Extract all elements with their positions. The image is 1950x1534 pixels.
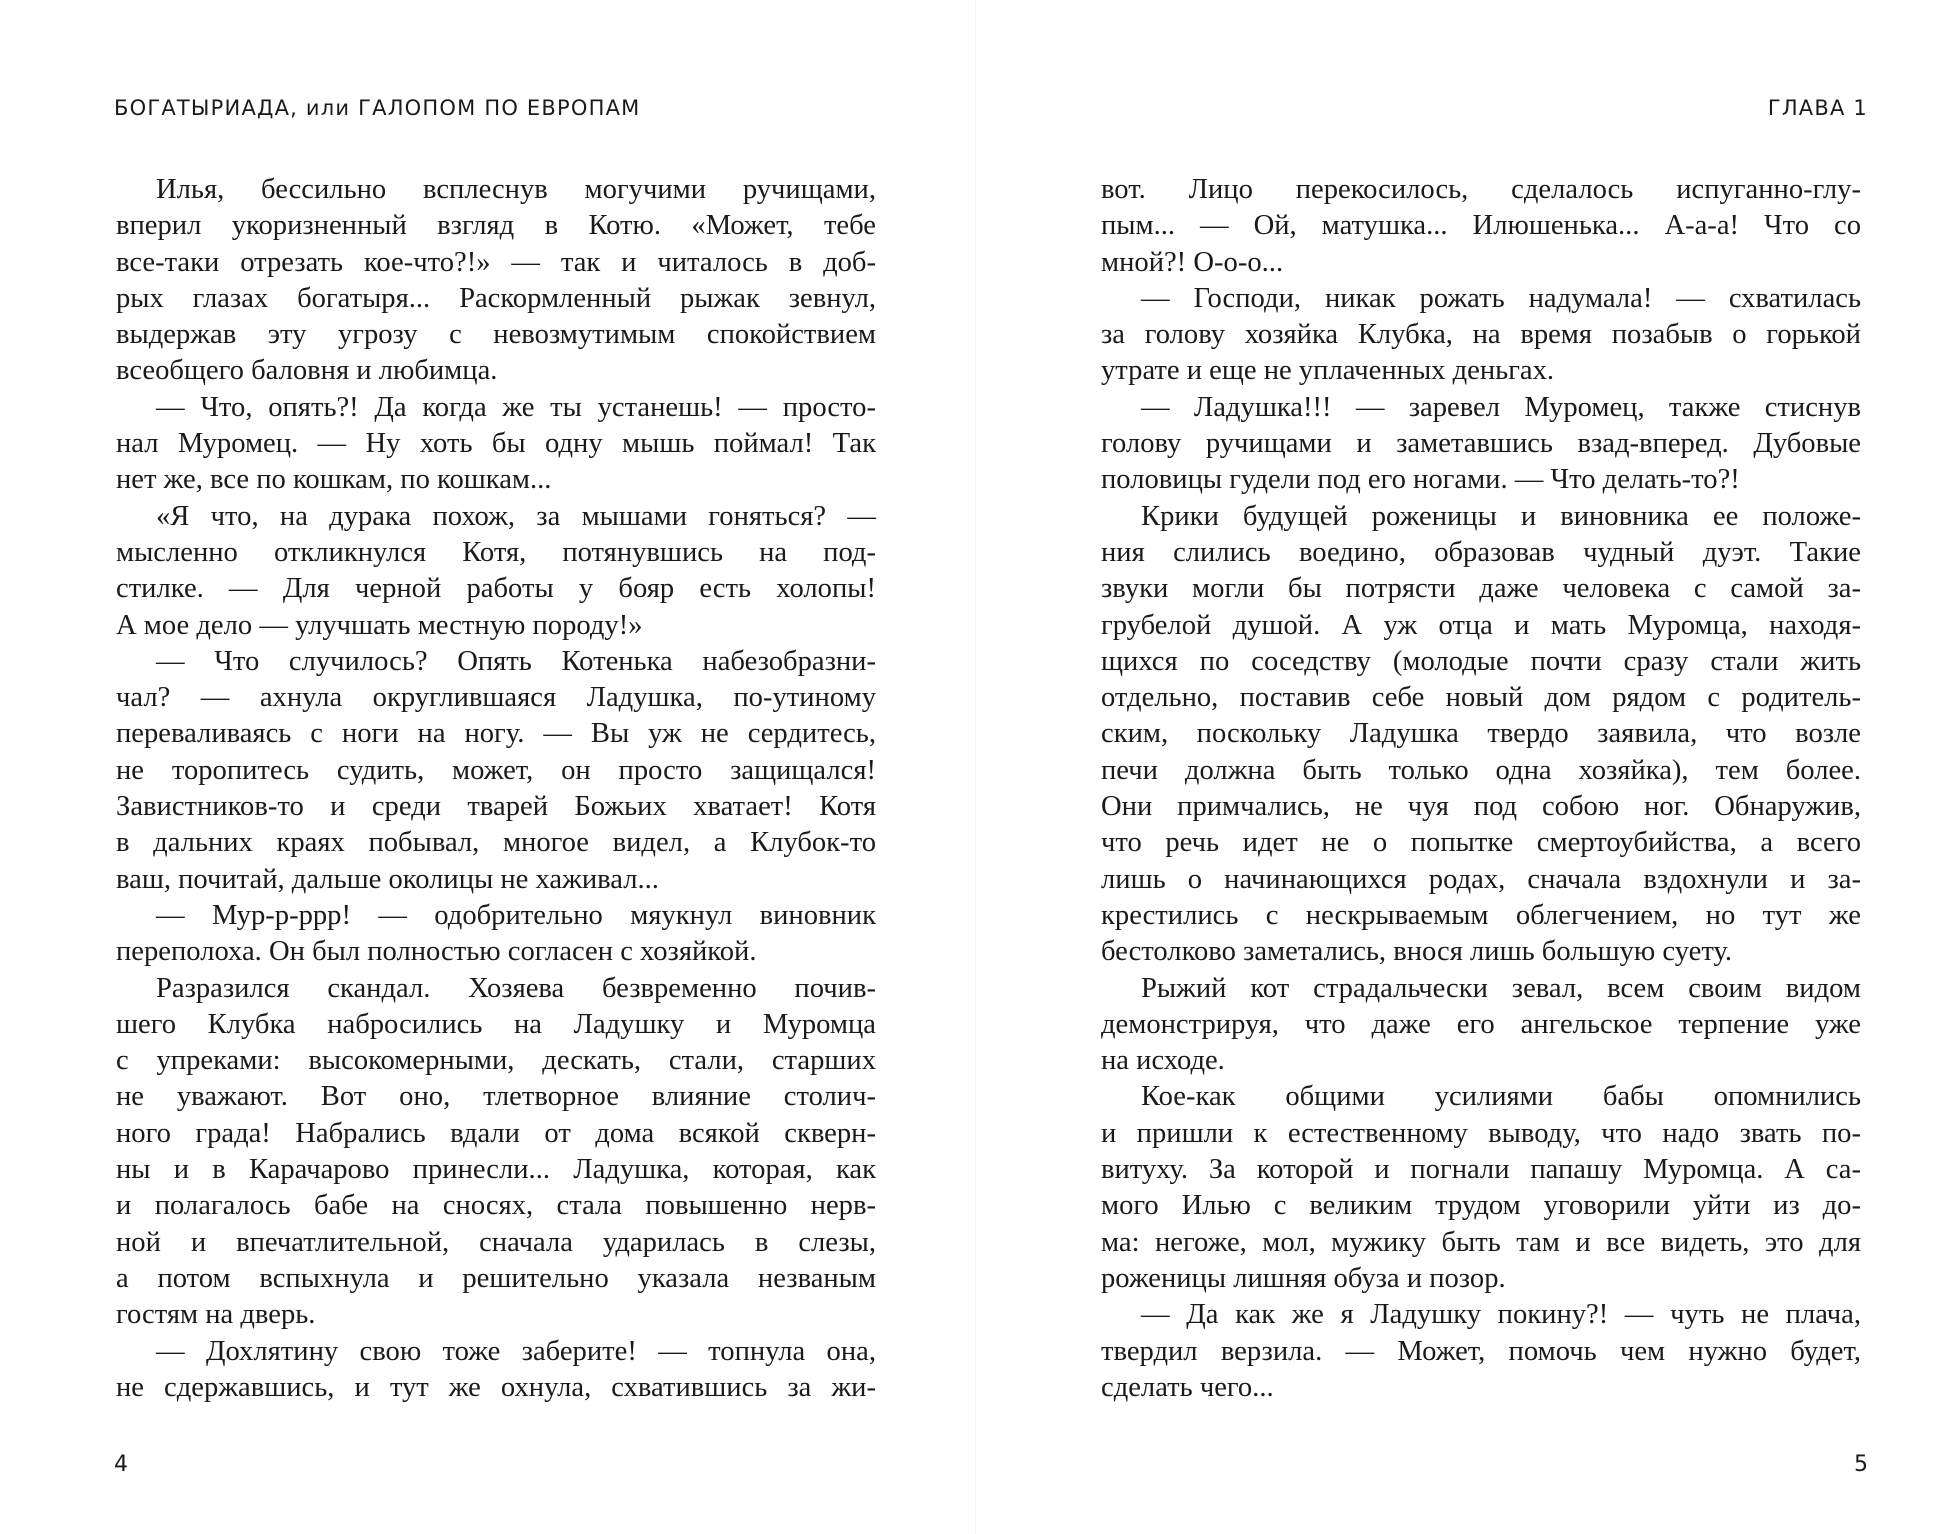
text-line: витуху. За которой и погнали папашу Муромца. А са-	[1101, 1154, 1861, 1186]
text-line: демонстрируя, что даже его ангельское терпение уже	[1101, 1008, 1861, 1040]
text-line: в дальних краях побывал, многое видел, а Клубок-то	[116, 827, 876, 859]
text-line: грубелой душой. А уж отца и мать Муромца, находя-	[1101, 609, 1861, 641]
text-line: «Я что, на дурака похож, за мышами гоняться? —	[156, 500, 876, 532]
text-line: гостям на дверь.	[116, 1299, 316, 1331]
text-line: лишь о начинающихся родах, сначала вздохнули и за-	[1101, 863, 1861, 895]
text-line: а потом вспыхнула и решительно указала незваным	[116, 1262, 876, 1294]
text-line: ны и в Карачарово принесли... Ладушка, которая, как	[116, 1154, 876, 1186]
text-line: и пришли к естественному выводу, что надо звать по-	[1101, 1117, 1861, 1149]
text-line: нет же, все по кошкам, по кошкам...	[116, 464, 552, 496]
text-line: Рыжий кот страдальчески зевал, всем своим видом	[1141, 972, 1861, 1004]
page-number-right: 5	[1854, 1452, 1868, 1477]
text-line: не сдержавшись, и тут же охнула, схватившись за жи-	[116, 1371, 876, 1403]
text-line: рых глазах богатыря... Раскормленный рыжак зевнул,	[116, 282, 876, 314]
right-page	[975, 0, 1950, 1534]
text-line: Разразился скандал. Хозяева безвременно почив-	[156, 972, 876, 1004]
text-line: шего Клубка набросились на Ладушку и Муромца	[116, 1008, 876, 1040]
text-line: — Мур-р-ррр! — одобрительно мяукнул виновник	[156, 899, 876, 931]
page-number-left: 4	[114, 1452, 128, 1477]
text-line: мысленно откликнулся Котя, потянувшись на под-	[116, 536, 876, 568]
text-line: ной и впечатлительной, сначала ударилась в слезы,	[116, 1226, 876, 1258]
text-line: мого Илью с великим трудом уговорили уйти из до-	[1101, 1190, 1861, 1222]
text-line: печи должна быть только одна хозяйка), тем более.	[1101, 754, 1861, 786]
text-line: Крики будущей роженицы и виновника ее положе-	[1141, 500, 1861, 532]
text-line: половицы гудели под его ногами. — Что делать-то?!	[1101, 464, 1740, 496]
text-line: что речь идет не о попытке смертоубийства, а всего	[1101, 827, 1861, 859]
text-line: Они примчались, не чуя под собою ног. Обнаружив,	[1101, 791, 1861, 823]
text-line: крестились с нескрываемым облегчением, но тут же	[1101, 899, 1861, 931]
text-line: и полагалось бабе на сносях, стала повышенно нерв-	[116, 1190, 876, 1222]
text-line: — Дохлятину свою тоже заберите! — топнула она,	[156, 1335, 876, 1367]
text-line: переваливаясь с ноги на ногу. — Вы уж не сердитесь,	[116, 718, 876, 750]
text-line: мной?! О-о-о...	[1101, 246, 1284, 278]
text-line: чал? — ахнула округлившаяся Ладушка, по-утиному	[116, 682, 876, 714]
text-line: звуки могли бы потрясти даже человека с самой за-	[1101, 573, 1861, 605]
text-line: всеобщего баловня и любимца.	[116, 355, 498, 387]
text-line: ма: негоже, мол, мужику быть там и все видеть, это для	[1101, 1226, 1861, 1258]
text-line: — Да как же я Ладушку покину?! — чуть не плача,	[1141, 1299, 1861, 1331]
text-line: голову ручищами и заметавшись взад-вперед. Дубовые	[1101, 428, 1861, 460]
text-line: Илья, бессильно всплеснув могучими ручищами,	[156, 174, 876, 205]
text-line: — Что, опять?! Да когда же ты устанешь! — просто-	[156, 391, 876, 423]
text-line: бестолково заметались, внося лишь большую суету.	[1101, 936, 1733, 968]
text-line: — Господи, никак рожать надумала! — схватилась	[1141, 282, 1861, 314]
text-line: Завистников-то и среди тварей Божьих хватает! Котя	[116, 791, 876, 823]
text-line: твердил верзила. — Может, помочь чем нужно будет,	[1101, 1335, 1861, 1367]
text-line: выдержав эту угрозу с невозмутимым спокойствием	[116, 319, 876, 351]
text-line: на исходе.	[1101, 1045, 1225, 1077]
text-line: роженицы лишняя обуза и позор.	[1101, 1262, 1506, 1294]
text-line: щихся по соседству (молодые почти сразу стали жить	[1101, 645, 1861, 677]
text-line: не торопитесь судить, может, он просто защищался!	[116, 754, 876, 786]
running-head-book-title: БОГАТЫРИАДА, или ГАЛОПОМ ПО ЕВРОПАМ	[114, 96, 641, 120]
text-line: Кое-как общими усилиями бабы опомнились	[1141, 1081, 1861, 1113]
text-line: А мое дело — улучшать местную породу!»	[116, 609, 643, 641]
text-line: все-таки отрезать кое-что?!» — так и читалось в доб-	[116, 246, 876, 278]
text-line: вперил укоризненный взгляд в Котю. «Может, тебе	[116, 210, 876, 242]
text-line: отдельно, поставив себе новый дом рядом с родитель-	[1101, 682, 1861, 714]
text-line: утрате и еще не уплаченных деньгах.	[1101, 355, 1555, 387]
text-line: ного града! Набрались вдали от дома всякой скверн-	[116, 1117, 876, 1149]
text-line: — Ладушка!!! — заревел Муромец, также стиснув	[1141, 391, 1861, 423]
text-line: с упреками: высокомерными, дескать, стали, старших	[116, 1045, 876, 1077]
text-line: сделать чего...	[1101, 1371, 1274, 1403]
text-line: — Что случилось? Опять Котенька набезобразни-	[156, 645, 876, 677]
text-line: за голову хозяйка Клубка, на время позабыв о горькой	[1101, 319, 1861, 351]
text-line: нал Муромец. — Ну хоть бы одну мышь поймал! Так	[116, 428, 876, 460]
text-line: пым... — Ой, матушка... Илюшенька... А-а-а! Что со	[1101, 210, 1861, 242]
right-page-body-text	[1101, 172, 1861, 1406]
text-line: стилке. — Для черной работы у бояр есть холопы!	[116, 573, 876, 605]
text-line: вот. Лицо перекосилось, сделалось испуганно-глу-	[1101, 174, 1861, 205]
text-line: не уважают. Вот оно, тлетворное влияние столич-	[116, 1081, 876, 1113]
text-line: ваш, почитай, дальше околицы не хаживал...	[116, 863, 659, 895]
left-page-body-text	[116, 172, 876, 1406]
running-head-chapter: ГЛАВА 1	[1767, 96, 1868, 120]
text-line: ским, поскольку Ладушка твердо заявила, что возле	[1101, 718, 1861, 750]
text-line: ния слились воедино, образовав чудный дуэт. Такие	[1101, 536, 1861, 568]
text-line: переполоха. Он был полностью согласен с хозяйкой.	[116, 936, 757, 968]
